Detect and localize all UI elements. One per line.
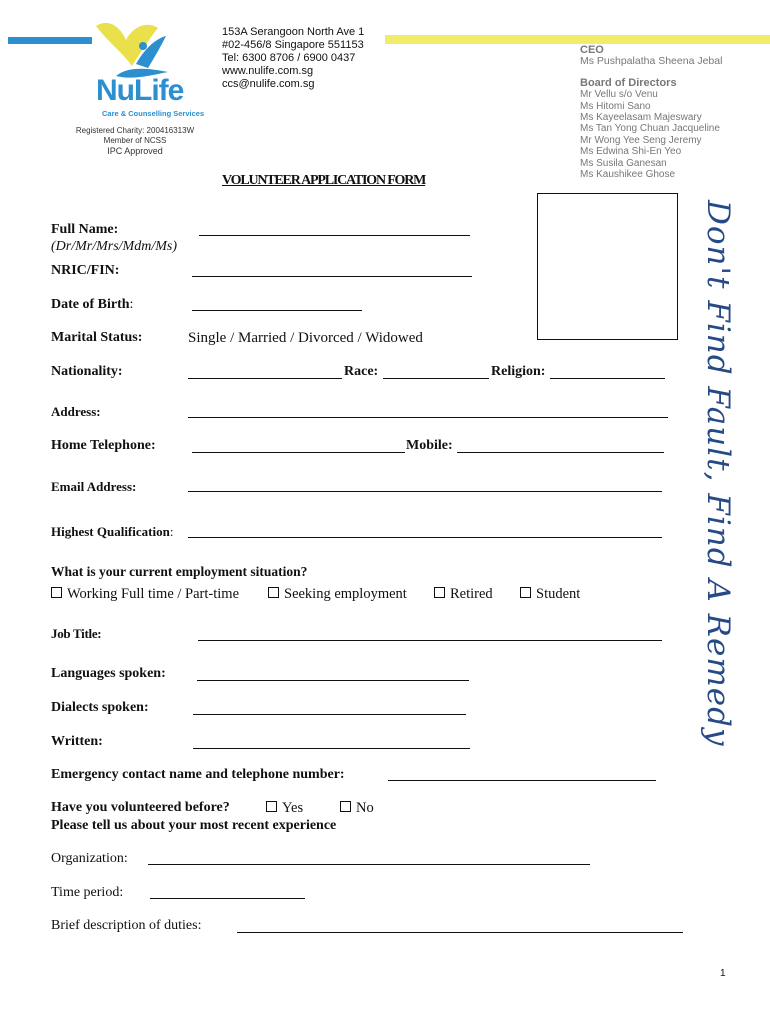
marital-status-label: Marital Status:	[51, 330, 143, 345]
ceo-name: Ms Pushpalatha Sheena Jebal	[580, 55, 723, 68]
charity-ncss: Member of NCSS	[103, 136, 167, 145]
email-field[interactable]	[188, 491, 662, 492]
address-label: Address:	[51, 404, 101, 419]
employment-question: What is your current employment situation?	[51, 564, 308, 579]
employment-option-student[interactable]	[520, 586, 580, 603]
dialects-label: Dialects spoken:	[51, 700, 149, 715]
mobile-label: Mobile:	[406, 438, 453, 453]
board-member: Ms Kayeelasam Majeswary	[580, 112, 702, 124]
duties-field[interactable]	[237, 932, 683, 933]
blue-header-bar	[8, 37, 92, 44]
org-address	[222, 26, 364, 91]
job-title-label: Job Title:	[51, 626, 102, 641]
time-period-field[interactable]	[150, 898, 305, 899]
home-telephone-label: Home Telephone:	[51, 438, 156, 453]
dob-colon: :	[129, 297, 134, 312]
organization-label: Organization:	[51, 851, 128, 866]
logo-wordmark: NuLife	[96, 74, 184, 107]
home-telephone-field[interactable]	[192, 452, 405, 453]
nric-label: NRIC/FIN:	[51, 263, 120, 278]
nulife-logo	[88, 16, 218, 126]
emergency-contact-field[interactable]	[388, 780, 656, 781]
ceo-heading: CEO	[580, 44, 604, 56]
qualification-label-text: Highest Qualification	[51, 524, 170, 539]
checkbox-icon[interactable]	[340, 801, 351, 812]
employment-option-retired[interactable]	[434, 586, 493, 603]
time-period-label: Time period:	[51, 885, 124, 900]
board-member: Ms Tan Yong Chuan Jacqueline	[580, 123, 720, 135]
address-telephone: Tel: 6300 8706 / 6900 0437	[222, 52, 356, 64]
address-field[interactable]	[188, 417, 668, 418]
checkbox-icon[interactable]	[266, 801, 277, 812]
languages-label: Languages spoken:	[51, 666, 166, 681]
dob-field[interactable]	[192, 310, 362, 311]
leadership-panel	[580, 45, 722, 180]
board-member: Ms Edwina Shi-En Yeo	[580, 146, 682, 158]
mobile-field[interactable]	[457, 452, 664, 453]
checkbox-icon[interactable]	[268, 587, 279, 598]
qualification-field[interactable]	[188, 537, 662, 538]
duties-label: Brief description of duties:	[51, 918, 202, 933]
nric-field[interactable]	[192, 276, 472, 277]
employment-option-label: Student	[536, 586, 581, 602]
full-name-field[interactable]	[199, 235, 470, 236]
employment-option-working[interactable]	[51, 586, 239, 603]
board-member: Mr Vellu s/o Venu	[580, 89, 658, 101]
emergency-contact-label: Emergency contact name and telephone number:	[51, 767, 345, 782]
address-email: ccs@nulife.com.sg	[222, 78, 315, 90]
employment-option-label: Retired	[450, 586, 493, 602]
checkbox-icon[interactable]	[520, 587, 531, 598]
address-line-1: 153A Serangoon North Ave 1	[222, 26, 365, 38]
dialects-field[interactable]	[193, 714, 466, 715]
slogan: Don't Find Fault, Find A Remedy	[700, 200, 736, 747]
volunteered-yes-option[interactable]	[266, 800, 303, 817]
board-member: Mr Wong Yee Seng Jeremy	[580, 134, 702, 146]
board-member: Ms Susila Ganesan	[580, 157, 667, 169]
race-field[interactable]	[383, 378, 489, 379]
job-title-field[interactable]	[198, 640, 662, 641]
charity-registration: Registered Charity: 200416313W	[75, 126, 195, 135]
religion-field[interactable]	[550, 378, 665, 379]
board-member: Ms Hitomi Sano	[580, 100, 651, 112]
board-member: Ms Kaushikee Ghose	[580, 169, 676, 181]
yes-label: Yes	[282, 800, 304, 816]
email-label: Email Address:	[51, 479, 137, 494]
written-label: Written:	[51, 734, 103, 749]
form-title: VOLUNTEER APPLICATION FORM	[222, 173, 426, 188]
recent-experience-prompt: Please tell us about your most recent experience	[51, 818, 337, 833]
employment-option-seeking[interactable]	[268, 586, 407, 603]
full-name-label: Full Name:	[51, 222, 119, 237]
address-website: www.nulife.com.sg	[222, 65, 314, 77]
employment-option-label: Working Full time / Part-time	[67, 586, 240, 602]
marital-status-options[interactable]: Single / Married / Divorced / Widowed	[188, 330, 423, 346]
page-number: 1	[720, 968, 726, 979]
checkbox-icon[interactable]	[51, 587, 62, 598]
race-label: Race:	[344, 364, 379, 379]
dob-label	[51, 297, 133, 313]
languages-field[interactable]	[197, 680, 469, 681]
nationality-field[interactable]	[188, 378, 342, 379]
address-line-2: #02-456/8 Singapore 551153	[222, 39, 364, 51]
yellow-header-bar	[385, 35, 770, 44]
logo-tagline: Care & Counselling Services	[102, 109, 205, 118]
nationality-label: Nationality:	[51, 364, 123, 379]
written-field[interactable]	[193, 748, 470, 749]
dob-label-text: Date of Birth	[51, 297, 130, 312]
employment-option-label: Seeking employment	[284, 586, 407, 602]
photo-box[interactable]	[537, 193, 678, 340]
volunteered-question: Have you volunteered before?	[51, 800, 230, 815]
checkbox-icon[interactable]	[434, 587, 445, 598]
charity-ipc: IPC Approved	[107, 146, 163, 156]
no-label: No	[356, 800, 374, 816]
board-heading: Board of Directors	[580, 76, 677, 89]
qualification-colon: :	[169, 524, 174, 539]
salutation-options: (Dr/Mr/Mrs/Mdm/Ms)	[51, 239, 177, 254]
organization-field[interactable]	[148, 864, 590, 865]
religion-label: Religion:	[491, 364, 546, 379]
charity-info	[60, 126, 210, 156]
volunteered-no-option[interactable]	[340, 800, 374, 817]
qualification-label	[51, 524, 173, 540]
